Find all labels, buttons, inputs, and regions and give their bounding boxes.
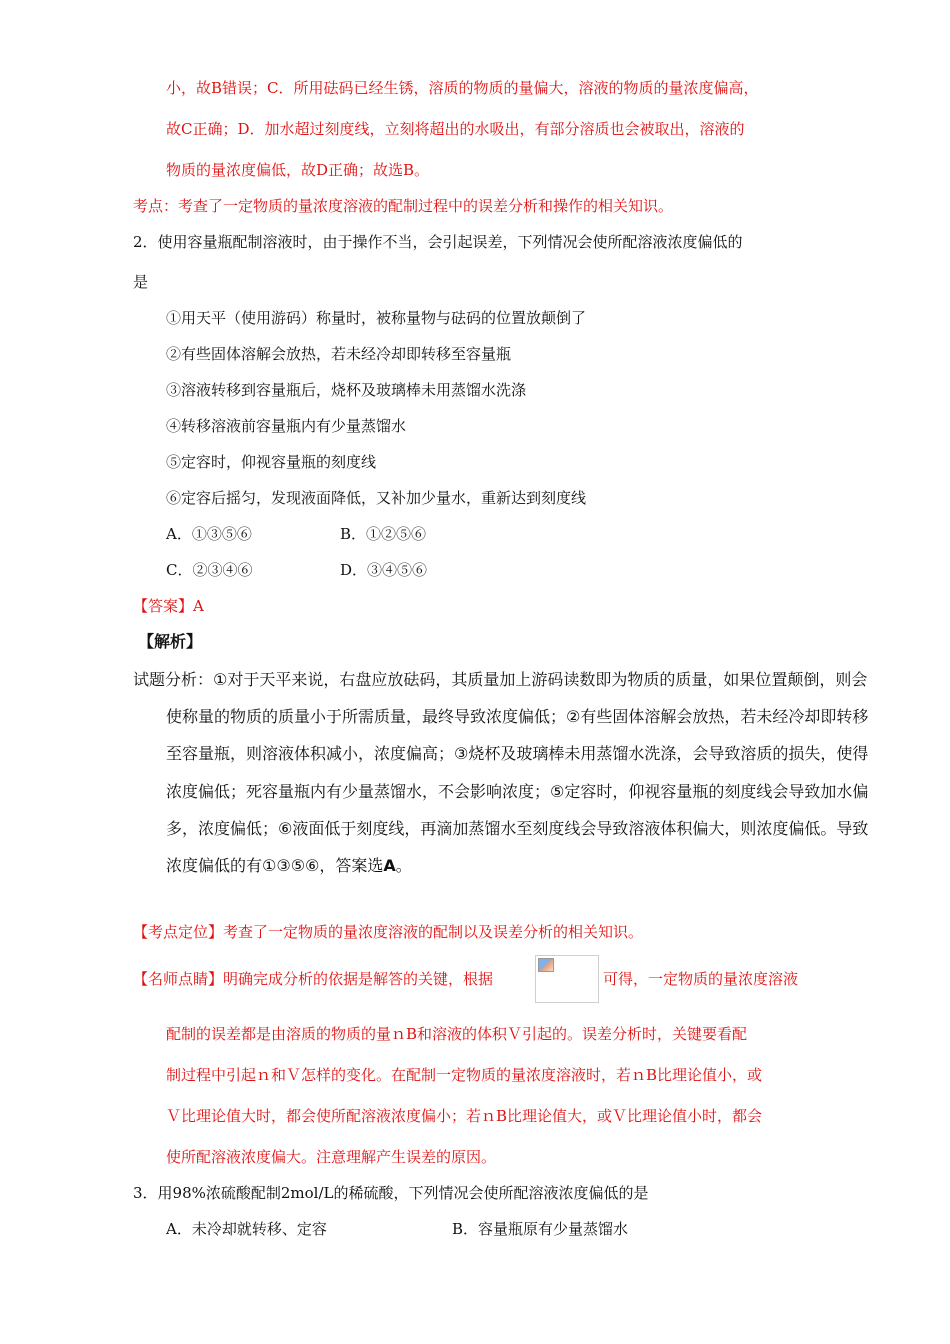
q2-item-1: ①用天平（使用游码）称量时，被称量物与砝码的位置放颠倒了 xyxy=(166,309,587,327)
analysis-tag: 【解析】 xyxy=(138,632,203,651)
q3-option-a: A．未冷却就转移、定容 xyxy=(166,1220,327,1238)
answer-tag: 【答案】 xyxy=(133,597,194,615)
prev-explanation-line-1: 小，故B错误；C．所用砝码已经生锈，溶质的物质的量偏大，溶液的物质的量浓度偏高， xyxy=(166,79,759,97)
mingshi-prefix: 【名师点睛】明确完成分析的依据是解答的关键，根据 xyxy=(133,970,494,988)
q2-option-b: B．①②⑤⑥ xyxy=(340,525,427,543)
q2-answer xyxy=(133,596,204,616)
analysis-line-2: 使称量的物质的质量小于所需质量，最终导致浓度偏低；②有些固体溶解会放热，若未经冷却即转移 xyxy=(166,707,869,726)
q2-option-d: D．③④⑤⑥ xyxy=(340,561,428,579)
mingshi-suffix: 可得，一定物质的量浓度溶液 xyxy=(603,970,799,988)
q2-item-2: ②有些固体溶解会放热，若未经冷却即转移至容量瓶 xyxy=(166,345,512,363)
mingshi-line-4: 使所配溶液浓度偏大。注意理解产生误差的原因。 xyxy=(166,1148,497,1166)
kaodian-dingwei: 【考点定位】考查了一定物质的量浓度溶液的配制以及误差分析的相关知识。 xyxy=(133,923,644,941)
prev-explanation-line-2: 故C正确；D．加水超过刻度线，立刻将超出的水吸出，有部分溶质也会被取出，溶液的 xyxy=(166,120,745,138)
q3-option-b: B．容量瓶原有少量蒸馏水 xyxy=(452,1220,629,1238)
analysis-line-3: 至容量瓶，则溶液体积减小，浓度偏高；③烧杯及玻璃棒未用蒸馏水洗涤，会导致溶质的损失，使得 xyxy=(166,744,869,763)
mingshi-line-2: 制过程中引起ｎ和Ｖ怎样的变化。在配制一定物质的量浓度溶液时，若ｎB比理论值小，或 xyxy=(166,1066,763,1084)
formula-image-placeholder xyxy=(535,955,599,1003)
q2-item-4: ④转移溶液前容量瓶内有少量蒸馏水 xyxy=(166,417,407,435)
q2-item-5: ⑤定容时，仰视容量瓶的刻度线 xyxy=(166,453,377,471)
analysis-line-1: 试题分析：①对于天平来说，右盘应放砝码，其质量加上游码读数即为物质的质量，如果位置颠倒，则会 xyxy=(133,670,868,689)
q2-option-c: C．②③④⑥ xyxy=(166,561,253,579)
mingshi-line-3: Ｖ比理论值大时，都会使所配溶液浓度偏小；若ｎB比理论值大，或Ｖ比理论值小时，都会 xyxy=(166,1107,763,1125)
analysis-line-5: 多，浓度偏低；⑥液面低于刻度线，再滴加蒸馏水至刻度线会导致溶液体积偏大，则浓度偏低。导致 xyxy=(166,819,869,838)
analysis-last-prefix: 浓度偏低的有①③⑤⑥，答案选 xyxy=(166,856,384,875)
prev-kaodian: 考点：考查了一定物质的量浓度溶液的配制过程中的误差分析和操作的相关知识。 xyxy=(133,197,674,215)
answer-value: A xyxy=(193,597,204,615)
q2-stem-line-1: 2．使用容量瓶配制溶液时，由于操作不当，会引起误差，下列情况会使所配溶液浓度偏低的 xyxy=(133,233,743,251)
q2-stem-line-2: 是 xyxy=(133,273,149,291)
analysis-last-answer: A xyxy=(383,856,396,875)
prev-explanation-line-3: 物质的量浓度偏低，故D正确；故选B。 xyxy=(166,161,430,179)
analysis-line-6 xyxy=(166,856,412,876)
q3-stem: 3．用98%浓硫酸配制2mol/L的稀硫酸，下列情况会使所配溶液浓度偏低的是 xyxy=(133,1184,649,1202)
mingshi-line-1: 配制的误差都是由溶质的物质的量ｎB和溶液的体积Ｖ引起的。误差分析时，关键要看配 xyxy=(166,1025,748,1043)
analysis-line-4: 浓度偏低；死容量瓶内有少量蒸馏水，不会影响浓度；⑤定容时，仰视容量瓶的刻度线会导致加水偏 xyxy=(166,782,869,801)
q2-item-3: ③溶液转移到容量瓶后，烧杯及玻璃棒未用蒸馏水洗涤 xyxy=(166,381,527,399)
analysis-last-suffix: 。 xyxy=(395,856,412,875)
q2-item-6: ⑥定容后摇匀，发现液面降低，又补加少量水，重新达到刻度线 xyxy=(166,489,587,507)
broken-image-icon xyxy=(538,958,554,972)
q2-option-a: A．①③⑤⑥ xyxy=(166,525,252,543)
